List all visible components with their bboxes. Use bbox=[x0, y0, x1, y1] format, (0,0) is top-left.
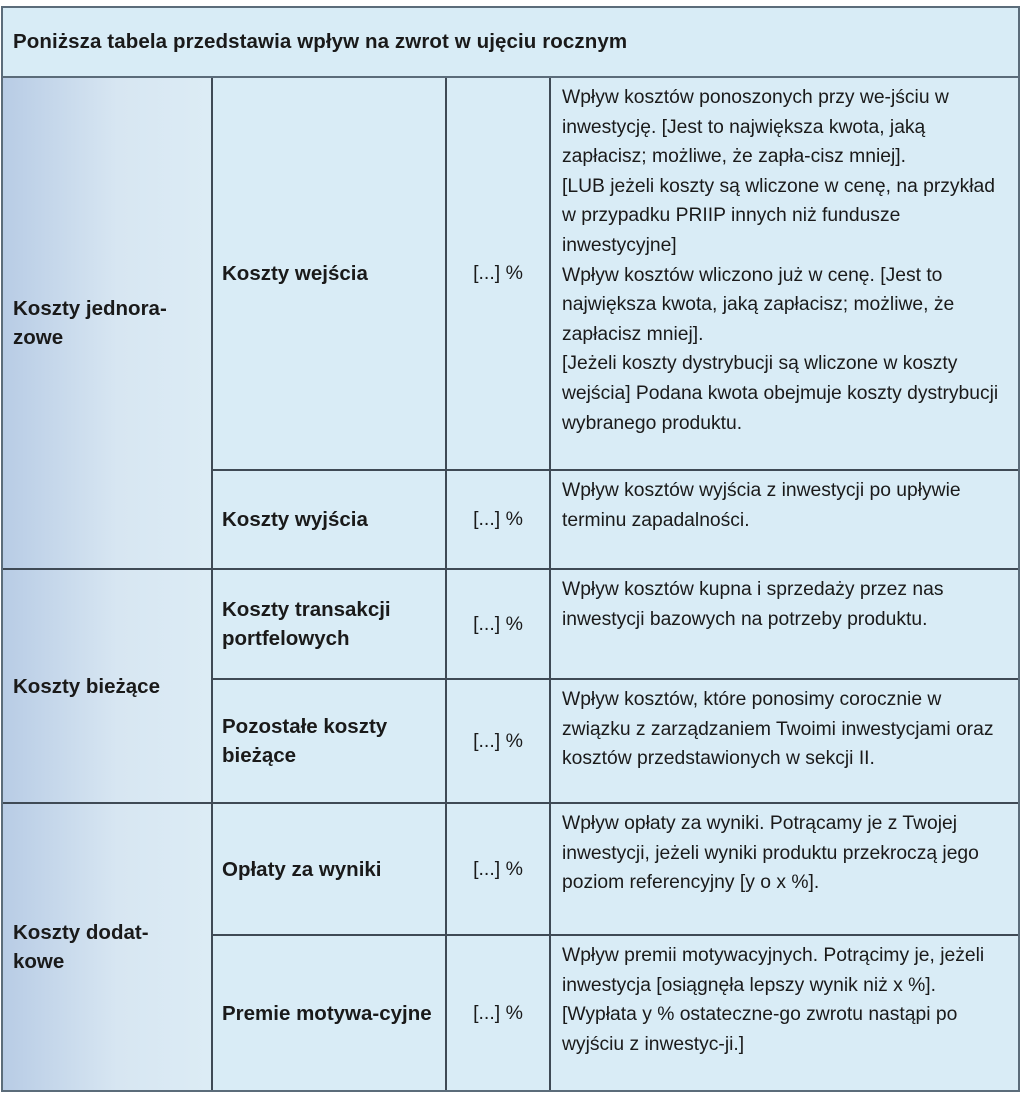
description-paragraph: Wpływ opłaty za wyniki. Potrącamy je z Twojej inwestycji, jeżeli wyniki produktu przekroczą jego poziom referencyjny [y o x %]. bbox=[562, 813, 979, 894]
row-value-exit-costs: [...] % bbox=[447, 471, 551, 570]
row-name-entry-costs: Koszty wejścia bbox=[213, 78, 447, 471]
row-description-other-ongoing-costs bbox=[551, 680, 1018, 804]
description-paragraph: Wpływ kosztów wyjścia z inwestycji po upływie terminu zapadalności. bbox=[562, 480, 961, 531]
row-description-performance-fees bbox=[551, 804, 1018, 936]
row-value-entry-costs: [...] % bbox=[447, 78, 551, 471]
row-name-exit-costs: Koszty wyjścia bbox=[213, 471, 447, 570]
row-value-carried-interests: [...] % bbox=[447, 936, 551, 1090]
row-description-entry-costs bbox=[551, 78, 1018, 471]
row-name-portfolio-transaction-costs: Koszty transakcji portfelowych bbox=[213, 570, 447, 680]
row-name-performance-fees: Opłaty za wyniki bbox=[213, 804, 447, 936]
group-incidental-costs: Koszty dodat- kowe bbox=[3, 804, 213, 1090]
cost-table bbox=[1, 6, 1020, 1092]
row-description-exit-costs bbox=[551, 471, 1018, 570]
description-paragraph: Wpływ kosztów, które ponosimy corocznie w związku z zarządzaniem Twoimi inwestycjami oraz kosztów przedstawionych w sekcji II. bbox=[562, 689, 994, 770]
row-name-other-ongoing-costs: Pozostałe koszty bieżące bbox=[213, 680, 447, 804]
description-paragraph: Wpływ kosztów kupna i sprzedaży przez nas inwestycji bazowych na potrzeby produktu. bbox=[562, 579, 944, 630]
description-paragraph: [LUB jeżeli koszty są wliczone w cenę, na przykład w przypadku PRIIP innych niż fundusze inwestycyjne] bbox=[562, 175, 995, 256]
table-title: Poniższa tabela przedstawia wpływ na zwrot w ujęciu rocznym bbox=[3, 8, 1018, 78]
row-value-portfolio-transaction-costs: [...] % bbox=[447, 570, 551, 680]
row-description-portfolio-transaction-costs bbox=[551, 570, 1018, 680]
description-paragraph: [Jeżeli koszty dystrybucji są wliczone w koszty wejścia] Podana kwota obejmuje koszty dystrybucji wybranego produktu. bbox=[562, 353, 999, 434]
row-value-other-ongoing-costs: [...] % bbox=[447, 680, 551, 804]
row-name-carried-interests: Premie motywa-cyjne bbox=[213, 936, 447, 1090]
description-paragraph: Wpływ premii motywacyjnych. Potrącimy je, jeżeli inwestycja [osiągnęła lepszy wynik niż x %]. [Wypłata y % ostateczne-go zwrotu nastąpi po wyjściu z inwestyc-ji.] bbox=[562, 945, 985, 1055]
group-ongoing-costs: Koszty bieżące bbox=[3, 570, 213, 804]
description-paragraph: Wpływ kosztów ponoszonych przy we-jściu w inwestycję. [Jest to największa kwota, jaką zapłacisz; możliwe, że zapła-cisz mniej]. bbox=[562, 87, 949, 168]
group-one-off-costs: Koszty jednora- zowe bbox=[3, 78, 213, 570]
row-value-performance-fees: [...] % bbox=[447, 804, 551, 936]
description-paragraph: Wpływ kosztów wliczono już w cenę. [Jest to największa kwota, jaką zapłacisz; możliwe, że zapłacisz mniej]. bbox=[562, 264, 955, 345]
table-body bbox=[3, 78, 1018, 1090]
row-description-carried-interests bbox=[551, 936, 1018, 1090]
